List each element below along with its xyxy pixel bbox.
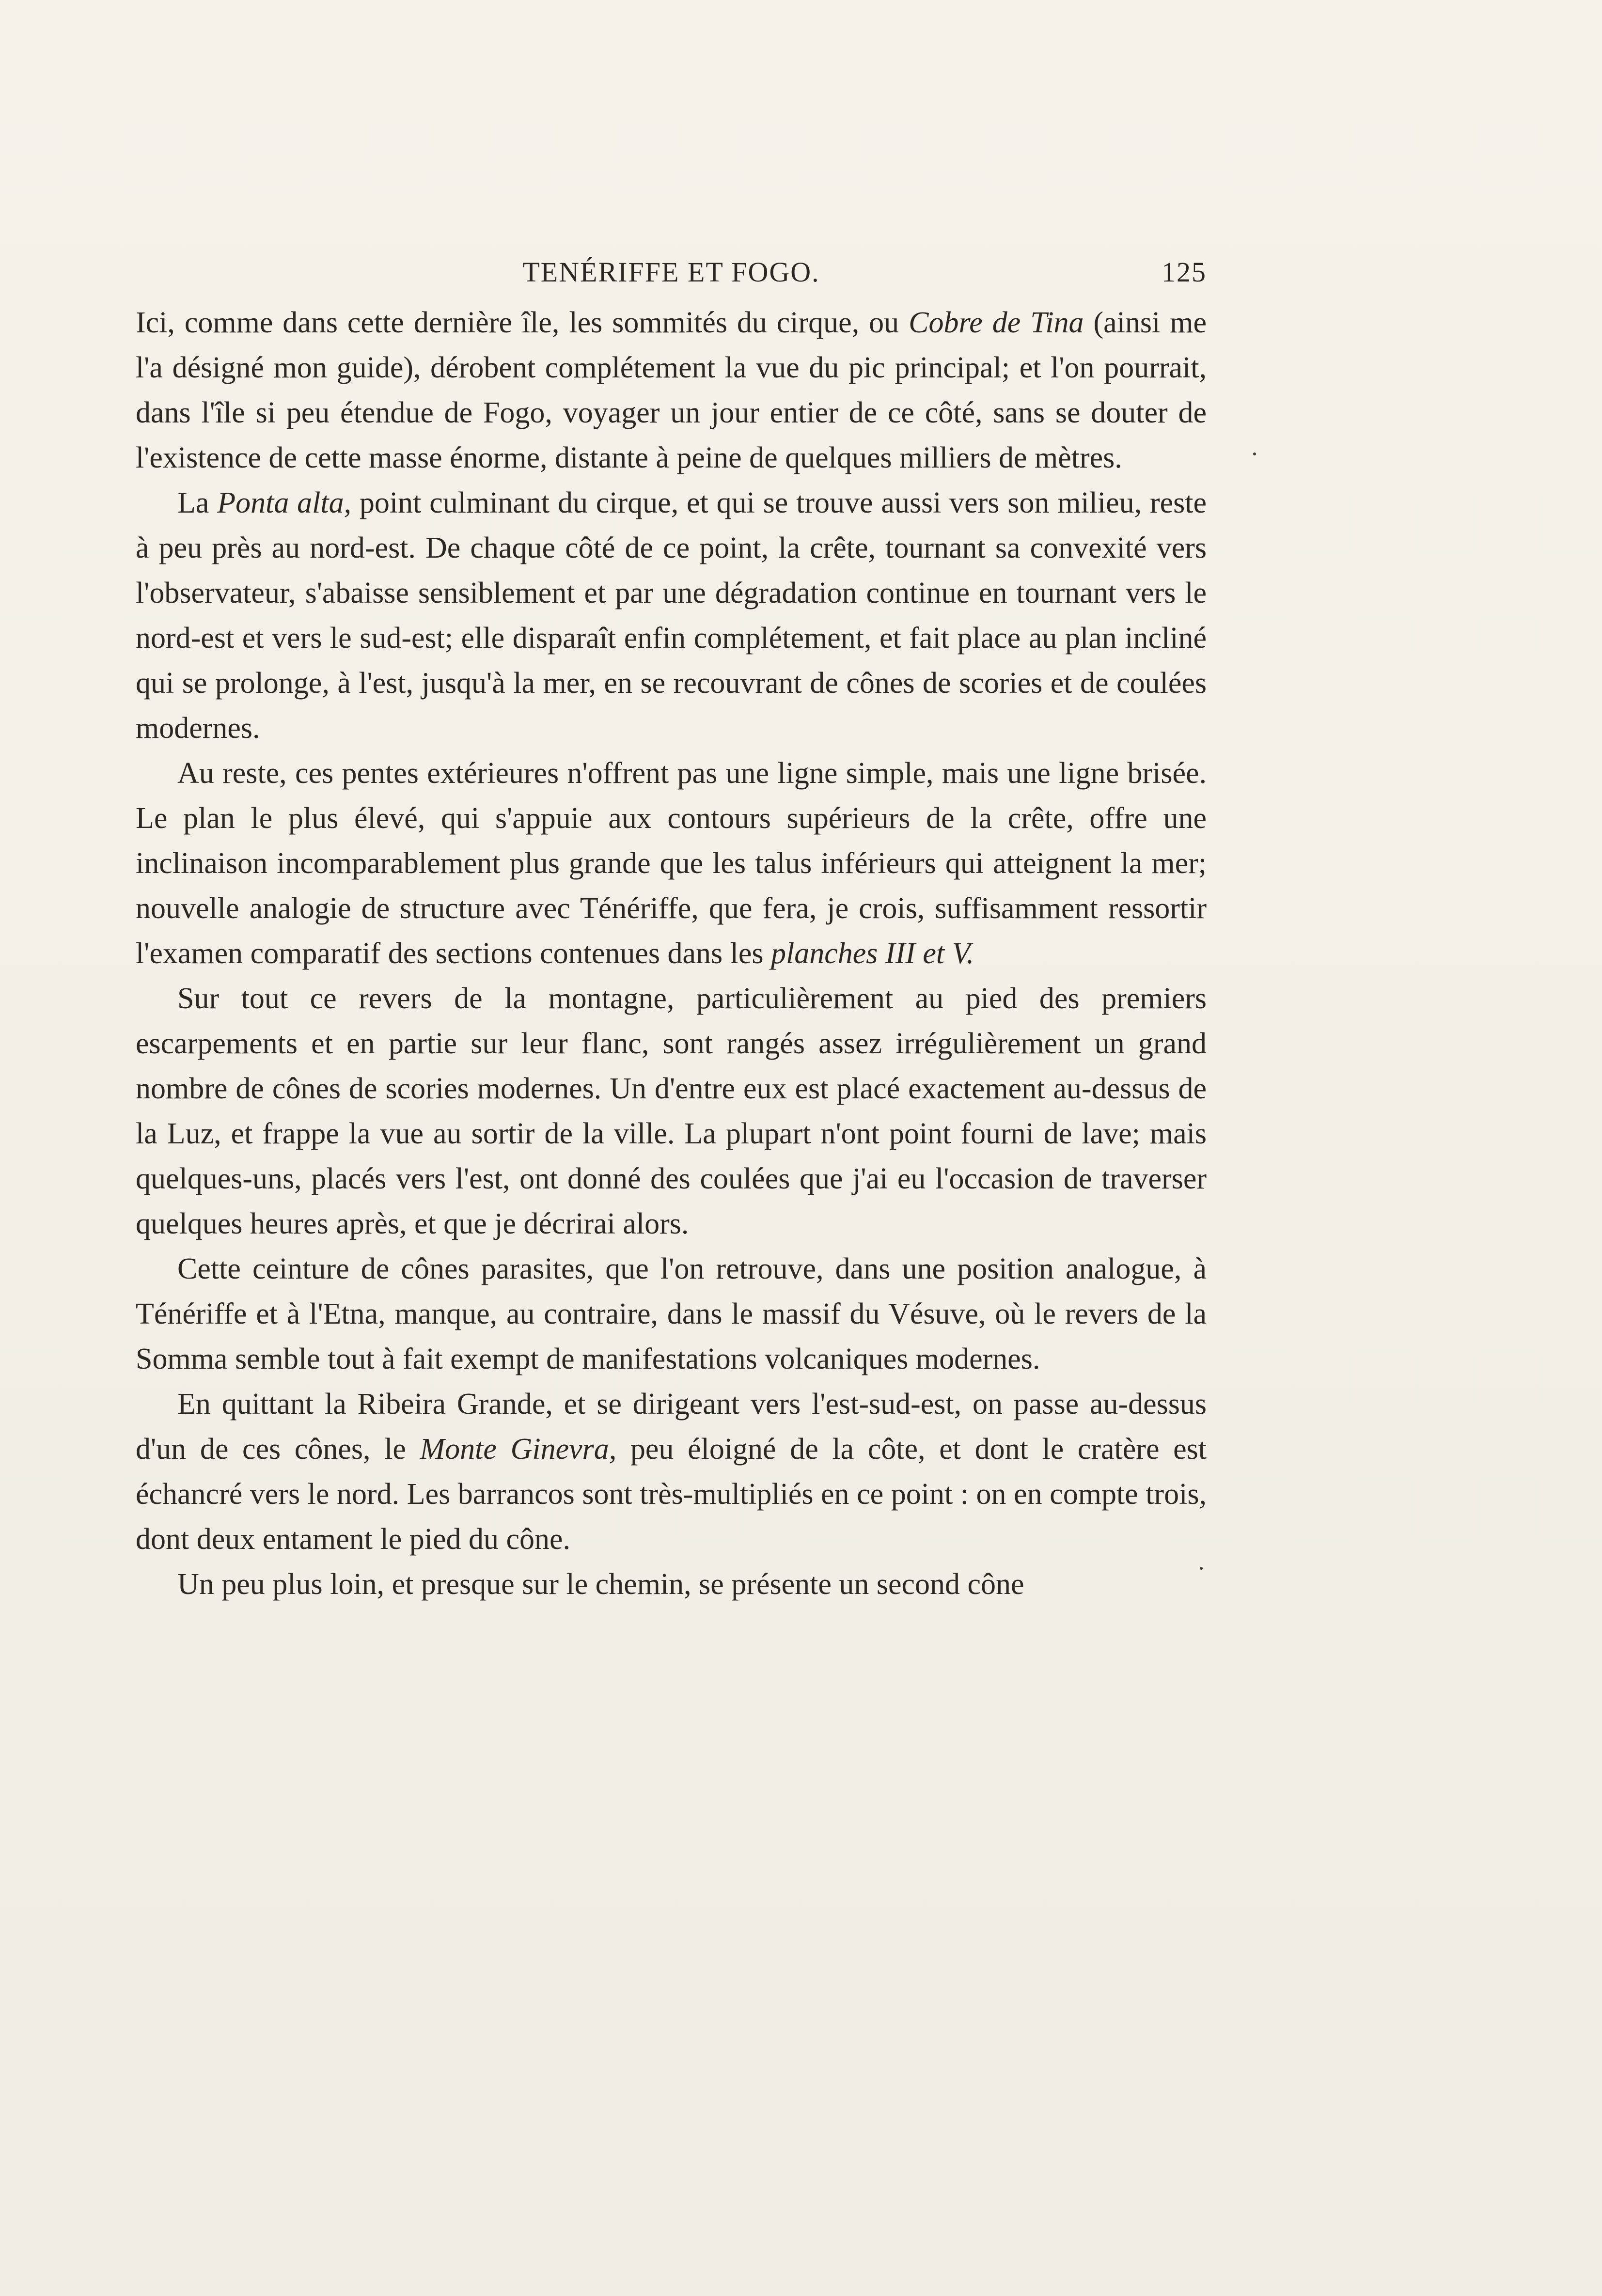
body-text bbox=[136, 300, 1207, 1607]
paragraph bbox=[136, 1247, 1207, 1382]
text-run: Un peu plus loin, et presque sur le chemin, se présente un second cône bbox=[177, 1568, 1024, 1601]
text-run: Sur tout ce revers de la montagne, particulièrement au pied des premiers escarpements et en partie sur leur flanc, sont rangés assez irrégulièrement un grand nombre de cônes de scories modernes. Un d'entre eux est placé exactement au-dessus de la Luz, et frappe la vue au sortir de la ville. La plupart n'ont point fourni de lave; mais quelques-uns, placés vers l'est, ont donné des coulées que j'ai eu l'occasion de traverser quelques heures après, et que je décrirai alors. bbox=[136, 982, 1207, 1240]
paper-speck bbox=[1253, 453, 1256, 455]
text-run: Au reste, ces pentes extérieures n'offrent pas une ligne simple, mais une ligne brisée. Le plan le plus élevé, qui s'appuie aux contours supérieurs de la crête, offre une inclinaison incomparablement plus grande que les talus inférieurs qui atteignent la mer; nouvelle analogie de structure avec Ténériffe, que fera, je crois, suffisamment ressortir l'examen comparatif des sections contenues dans les bbox=[136, 757, 1207, 970]
text-run: point culminant du cirque, et qui se trouve aussi vers son milieu, reste à peu près au nord-est. De chaque côté de ce point, la crête, tournant sa convexité vers l'observateur, s'abaisse sensiblement et par une dégradation continue en tournant vers le nord-est et vers le sud-est; elle disparaît enfin complétement, et fait place au plan incliné qui se prolonge, à l'est, jusqu'à la mer, en se recouvrant de cônes de scories et de coulées modernes. bbox=[136, 486, 1207, 745]
italic-run: Monte Ginevra, bbox=[420, 1433, 617, 1466]
paragraph bbox=[136, 751, 1207, 976]
italic-run: Cobre de Tina bbox=[909, 306, 1084, 339]
text-run: En quittant la Ribeira Grande, et se dirigeant vers l'est-sud-est, on passe au-dessus d'un de ces cônes, le bbox=[136, 1388, 1207, 1466]
paragraph bbox=[136, 481, 1207, 751]
running-title: TENÉRIFFE ET FOGO. bbox=[522, 256, 820, 288]
paragraph bbox=[136, 976, 1207, 1247]
paragraph bbox=[136, 1562, 1207, 1607]
page-header bbox=[136, 256, 1207, 290]
italic-run: planches III et V. bbox=[771, 937, 974, 970]
paragraph bbox=[136, 300, 1207, 481]
text-run: peu éloigné de la côte, et dont le cratère est échancré vers le nord. Les barrancos sont très-multipliés en ce point : on en compte trois, dont deux entament le pied du cône. bbox=[136, 1433, 1207, 1556]
text-run: Cette ceinture de cônes parasites, que l'on retrouve, dans une position analogue, à Ténériffe et à l'Etna, manque, au contraire, dans le massif du Vésuve, où le revers de la Somma semble tout à fait exempt de manifestations volcaniques modernes. bbox=[136, 1252, 1207, 1375]
text-run: (ainsi me l'a désigné mon guide), dérobent complétement la vue du pic principal; et l'on pourrait, dans l'île si peu étendue de Fogo, voyager un jour entier de ce côté, sans se douter de l'existence de cette masse énorme, distante à peine de quelques milliers de mètres. bbox=[136, 306, 1207, 474]
text-run: La bbox=[177, 486, 218, 519]
paper-speck bbox=[1200, 1567, 1203, 1570]
text-run: Ici, comme dans cette dernière île, les sommités du cirque, ou bbox=[136, 306, 909, 339]
page-number: 125 bbox=[1162, 256, 1207, 288]
italic-run: Ponta alta, bbox=[217, 486, 352, 519]
paragraph bbox=[136, 1382, 1207, 1562]
